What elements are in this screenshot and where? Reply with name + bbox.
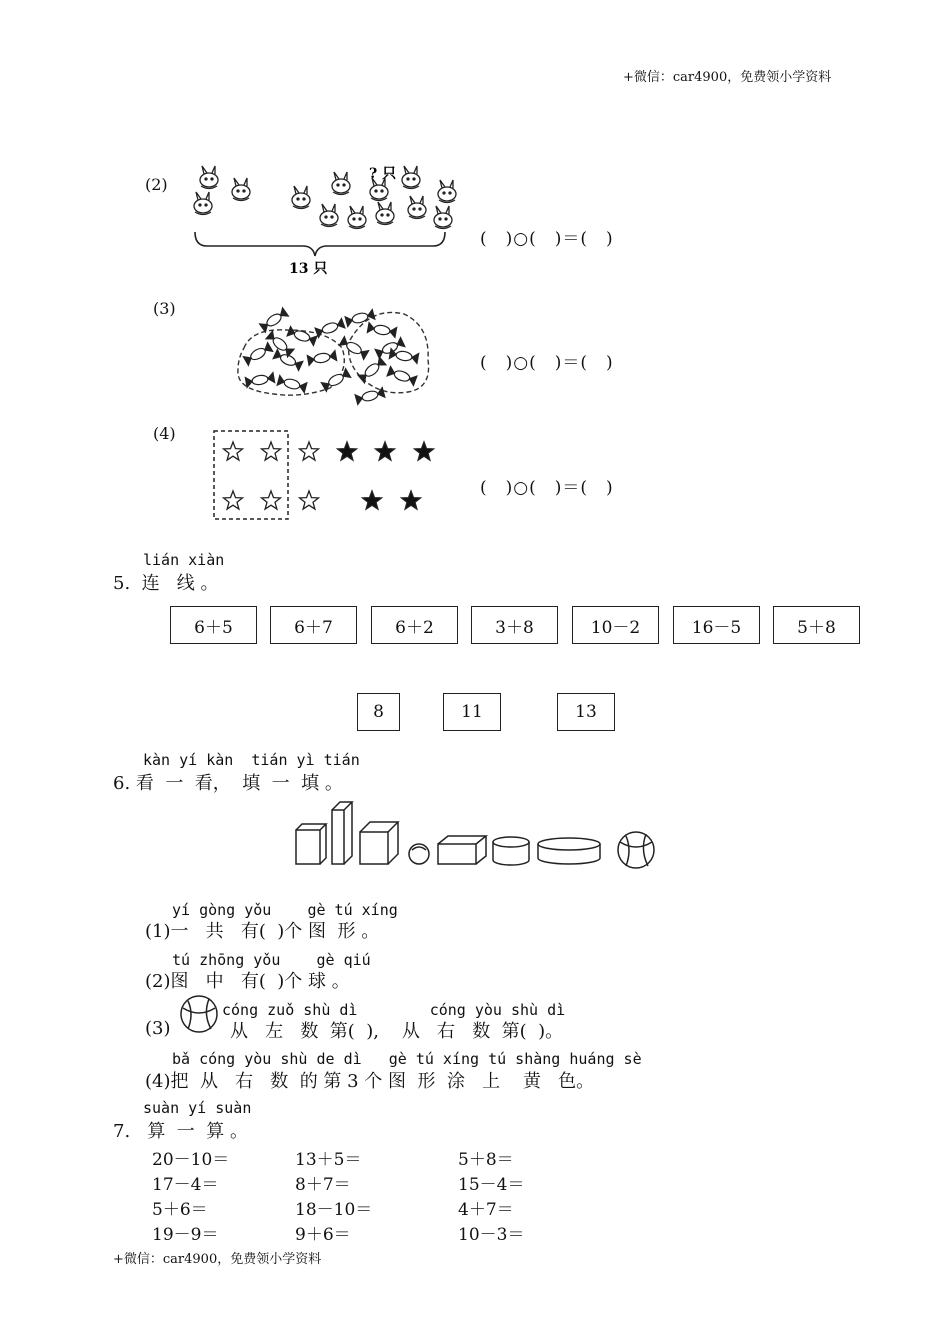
item-3-equation: ( )○( )＝( ) bbox=[480, 353, 614, 373]
rabbit-icon bbox=[194, 192, 212, 215]
candies-illustration bbox=[232, 300, 437, 412]
candy-icon bbox=[307, 351, 336, 366]
answer-box: 13 bbox=[557, 693, 615, 731]
small-ball-shape bbox=[409, 844, 429, 864]
candy-icon bbox=[243, 343, 272, 366]
candy-icon bbox=[260, 308, 289, 332]
candy-icon bbox=[387, 367, 417, 386]
rabbit-icon bbox=[438, 180, 456, 203]
calc-problem: 17－4＝ bbox=[152, 1175, 219, 1195]
rabbit-icon bbox=[232, 178, 250, 201]
calc-problem: 8＋7＝ bbox=[295, 1175, 351, 1195]
calc-problem: 20－10＝ bbox=[152, 1150, 230, 1170]
stars-illustration bbox=[210, 428, 445, 524]
item-2-label: (2) bbox=[145, 175, 168, 194]
candy-icon bbox=[367, 323, 396, 338]
unknown-count-label: ? 只 bbox=[369, 166, 397, 182]
calc-problem: 13＋5＝ bbox=[295, 1150, 362, 1170]
dashed-star-box bbox=[214, 431, 288, 519]
shapes-illustration bbox=[290, 800, 662, 872]
q6-title: 6. 看 一 看， 填 一 填 。 bbox=[113, 773, 343, 794]
total-brace bbox=[195, 232, 445, 256]
calc-problem: 9＋6＝ bbox=[295, 1225, 351, 1245]
q6-sub3-text: 从 左 数 第( ), 从 右 数 第( )。 bbox=[230, 1021, 564, 1042]
candy-icon bbox=[339, 337, 368, 360]
q6-sub2-text: (2)图 中 有( )个 球 。 bbox=[145, 971, 350, 992]
expression-box: 10－2 bbox=[572, 606, 659, 644]
q6-sub3-label: (3) bbox=[145, 1018, 171, 1039]
rabbit-icon bbox=[434, 206, 452, 229]
q6-sub2-pinyin: tú zhōng yǒu gè qiú bbox=[172, 951, 371, 969]
expression-box: 5＋8 bbox=[773, 606, 860, 644]
ball-shape bbox=[618, 832, 654, 868]
wide-cylinder-shape bbox=[538, 838, 600, 864]
rabbits-illustration bbox=[185, 158, 465, 280]
q6-sub1-pinyin: yí gòng yǒu gè tú xíng bbox=[172, 901, 398, 919]
candy-icon bbox=[287, 327, 317, 346]
q5-pinyin: lián xiàn bbox=[143, 551, 225, 569]
calc-problem: 4＋7＝ bbox=[458, 1200, 514, 1220]
outline-star-icon bbox=[300, 491, 319, 509]
cube-shape bbox=[360, 822, 398, 864]
expression-box: 6＋7 bbox=[270, 606, 357, 644]
outline-star-icon bbox=[262, 491, 281, 509]
item-4-label: (4) bbox=[153, 424, 176, 443]
q7-pinyin: suàn yí suàn bbox=[143, 1099, 252, 1117]
filled-star-icon bbox=[402, 491, 421, 509]
candy-icon bbox=[355, 388, 385, 405]
filled-star-icon bbox=[363, 491, 382, 509]
item-4-equation: ( )○( )＝( ) bbox=[480, 478, 614, 498]
rabbit-icon bbox=[376, 202, 394, 225]
tall-cuboid-shape bbox=[332, 802, 352, 864]
candy-icon bbox=[245, 373, 274, 388]
total-count-label: 13 只 bbox=[289, 261, 328, 277]
item-2-equation: ( )○( )＝( ) bbox=[480, 229, 614, 249]
outline-star-icon bbox=[224, 491, 243, 509]
candy-icon bbox=[321, 369, 350, 392]
filled-star-icon bbox=[376, 442, 395, 460]
expression-box: 6＋2 bbox=[371, 606, 458, 644]
calc-problem: 18－10＝ bbox=[295, 1200, 373, 1220]
calc-problem: 10－3＝ bbox=[458, 1225, 525, 1245]
q7-title: 7. 算 一 算 。 bbox=[113, 1121, 248, 1142]
answer-box: 11 bbox=[443, 693, 501, 731]
calc-problem: 5＋8＝ bbox=[458, 1150, 514, 1170]
rabbit-icon bbox=[200, 166, 218, 189]
calc-problem: 5＋6＝ bbox=[152, 1200, 208, 1220]
expression-box: 6＋5 bbox=[170, 606, 257, 644]
cylinder-shape bbox=[493, 837, 529, 865]
ball-icon bbox=[178, 994, 222, 1034]
outline-star-icon bbox=[224, 442, 243, 460]
filled-star-icon bbox=[415, 442, 434, 460]
expression-box: 16－5 bbox=[673, 606, 760, 644]
rabbit-icon bbox=[402, 166, 420, 189]
item-3-label: (3) bbox=[153, 299, 176, 318]
rabbit-icon bbox=[292, 186, 310, 209]
candy-icon bbox=[358, 357, 386, 383]
outline-star-icon bbox=[262, 442, 281, 460]
calc-problem: 15－4＝ bbox=[458, 1175, 525, 1195]
q6-sub3-pinyin: cóng zuǒ shù dì cóng yòu shù dì bbox=[222, 1001, 566, 1019]
footer-note: +微信：car4900，免费领小学资料 bbox=[113, 1252, 322, 1267]
rabbit-icon bbox=[348, 206, 366, 229]
filled-star-icon bbox=[338, 442, 357, 460]
rabbit-icon bbox=[320, 204, 338, 227]
candy-icon bbox=[315, 319, 345, 338]
header-note: +微信：car4900，免费领小学资料 bbox=[623, 70, 832, 85]
outline-star-icon bbox=[300, 442, 319, 460]
answer-box: 8 bbox=[357, 693, 400, 731]
q6-sub4-pinyin: bǎ cóng yòu shù de dì gè tú xíng tú shàng huáng sè bbox=[172, 1050, 642, 1068]
calc-problem: 19－9＝ bbox=[152, 1225, 219, 1245]
rabbit-icon bbox=[408, 196, 426, 219]
q6-sub1-text: (1)一 共 有( )个 图 形 。 bbox=[145, 921, 380, 942]
q6-pinyin: kàn yí kàn tián yì tián bbox=[143, 751, 360, 769]
expression-box: 3＋8 bbox=[471, 606, 558, 644]
q5-title: 5. 连 线 。 bbox=[113, 573, 219, 594]
candy-icon bbox=[277, 376, 307, 393]
q6-sub4-text: (4)把 从 右 数 的 第 3 个 图 形 涂 上 黄 色。 bbox=[145, 1071, 595, 1092]
rabbit-icon bbox=[332, 172, 350, 195]
flat-cuboid-shape bbox=[438, 836, 486, 864]
cuboid-small-shape bbox=[296, 824, 326, 864]
